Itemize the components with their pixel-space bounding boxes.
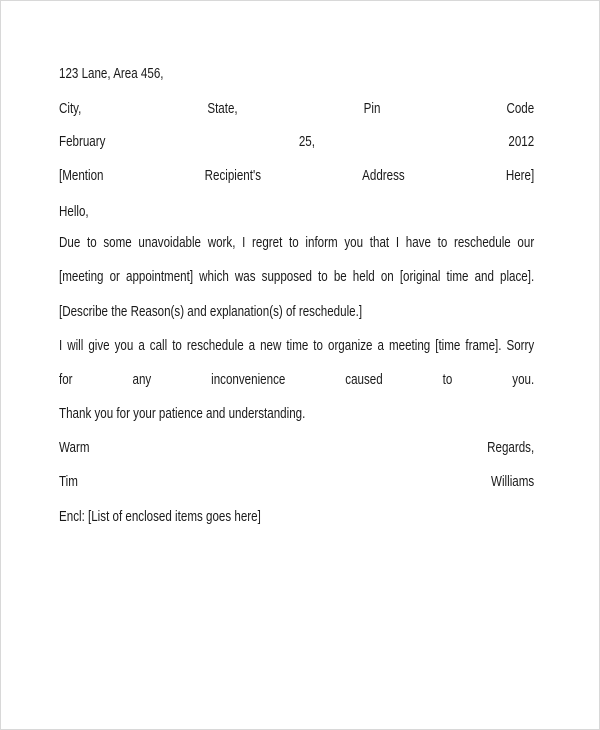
- recipient-line: [59, 167, 534, 185]
- sender-address: 123 Lane, Area 456,: [59, 66, 164, 82]
- apology-word: to: [442, 372, 453, 388]
- body-line-2: [meeting or appointment] which was supposed to be held on [original time and place].: [59, 269, 535, 285]
- recipient-word-1: [Mention: [59, 168, 104, 184]
- closing-word: Warm: [59, 440, 90, 456]
- signature-line: [59, 473, 534, 491]
- date-day: 25,: [298, 134, 315, 150]
- apology-word: caused: [345, 372, 383, 388]
- city-state-line: [59, 100, 534, 118]
- apology-word: for: [59, 372, 73, 388]
- apology-word: you.: [512, 372, 535, 388]
- thanks-line: Thank you for your patience and understanding.: [59, 406, 306, 422]
- recipient-word-2: Recipient's: [204, 168, 261, 184]
- apology-word: inconvenience: [211, 372, 286, 388]
- body-line-3: [Describe the Reason(s) and explanation(s) of reschedule.]: [59, 304, 363, 320]
- recipient-word-4: Here]: [505, 168, 535, 184]
- code: Code: [506, 101, 535, 117]
- closing-line: [59, 439, 534, 457]
- pin: Pin: [363, 101, 381, 117]
- date-month: February: [59, 134, 106, 150]
- last-name: Williams: [491, 474, 535, 490]
- recipient-word-3: Address: [362, 168, 405, 184]
- closing-word: Regards,: [487, 440, 535, 456]
- date-year: 2012: [508, 134, 535, 150]
- state: State,: [207, 101, 238, 117]
- apology-line: [59, 371, 534, 389]
- first-name: Tim: [59, 474, 78, 490]
- body-line-4: I will give you a call to reschedule a new time to organize a meeting [time frame]. Sorry: [59, 338, 535, 354]
- greeting: Hello,: [59, 204, 89, 220]
- enclosure-line: Encl: [List of enclosed items goes here]: [59, 509, 261, 525]
- body-line-1: Due to some unavoidable work, I regret to inform you that I have to reschedule our: [59, 235, 535, 251]
- city: City,: [59, 101, 82, 117]
- date-line: [59, 133, 534, 151]
- apology-word: any: [132, 372, 152, 388]
